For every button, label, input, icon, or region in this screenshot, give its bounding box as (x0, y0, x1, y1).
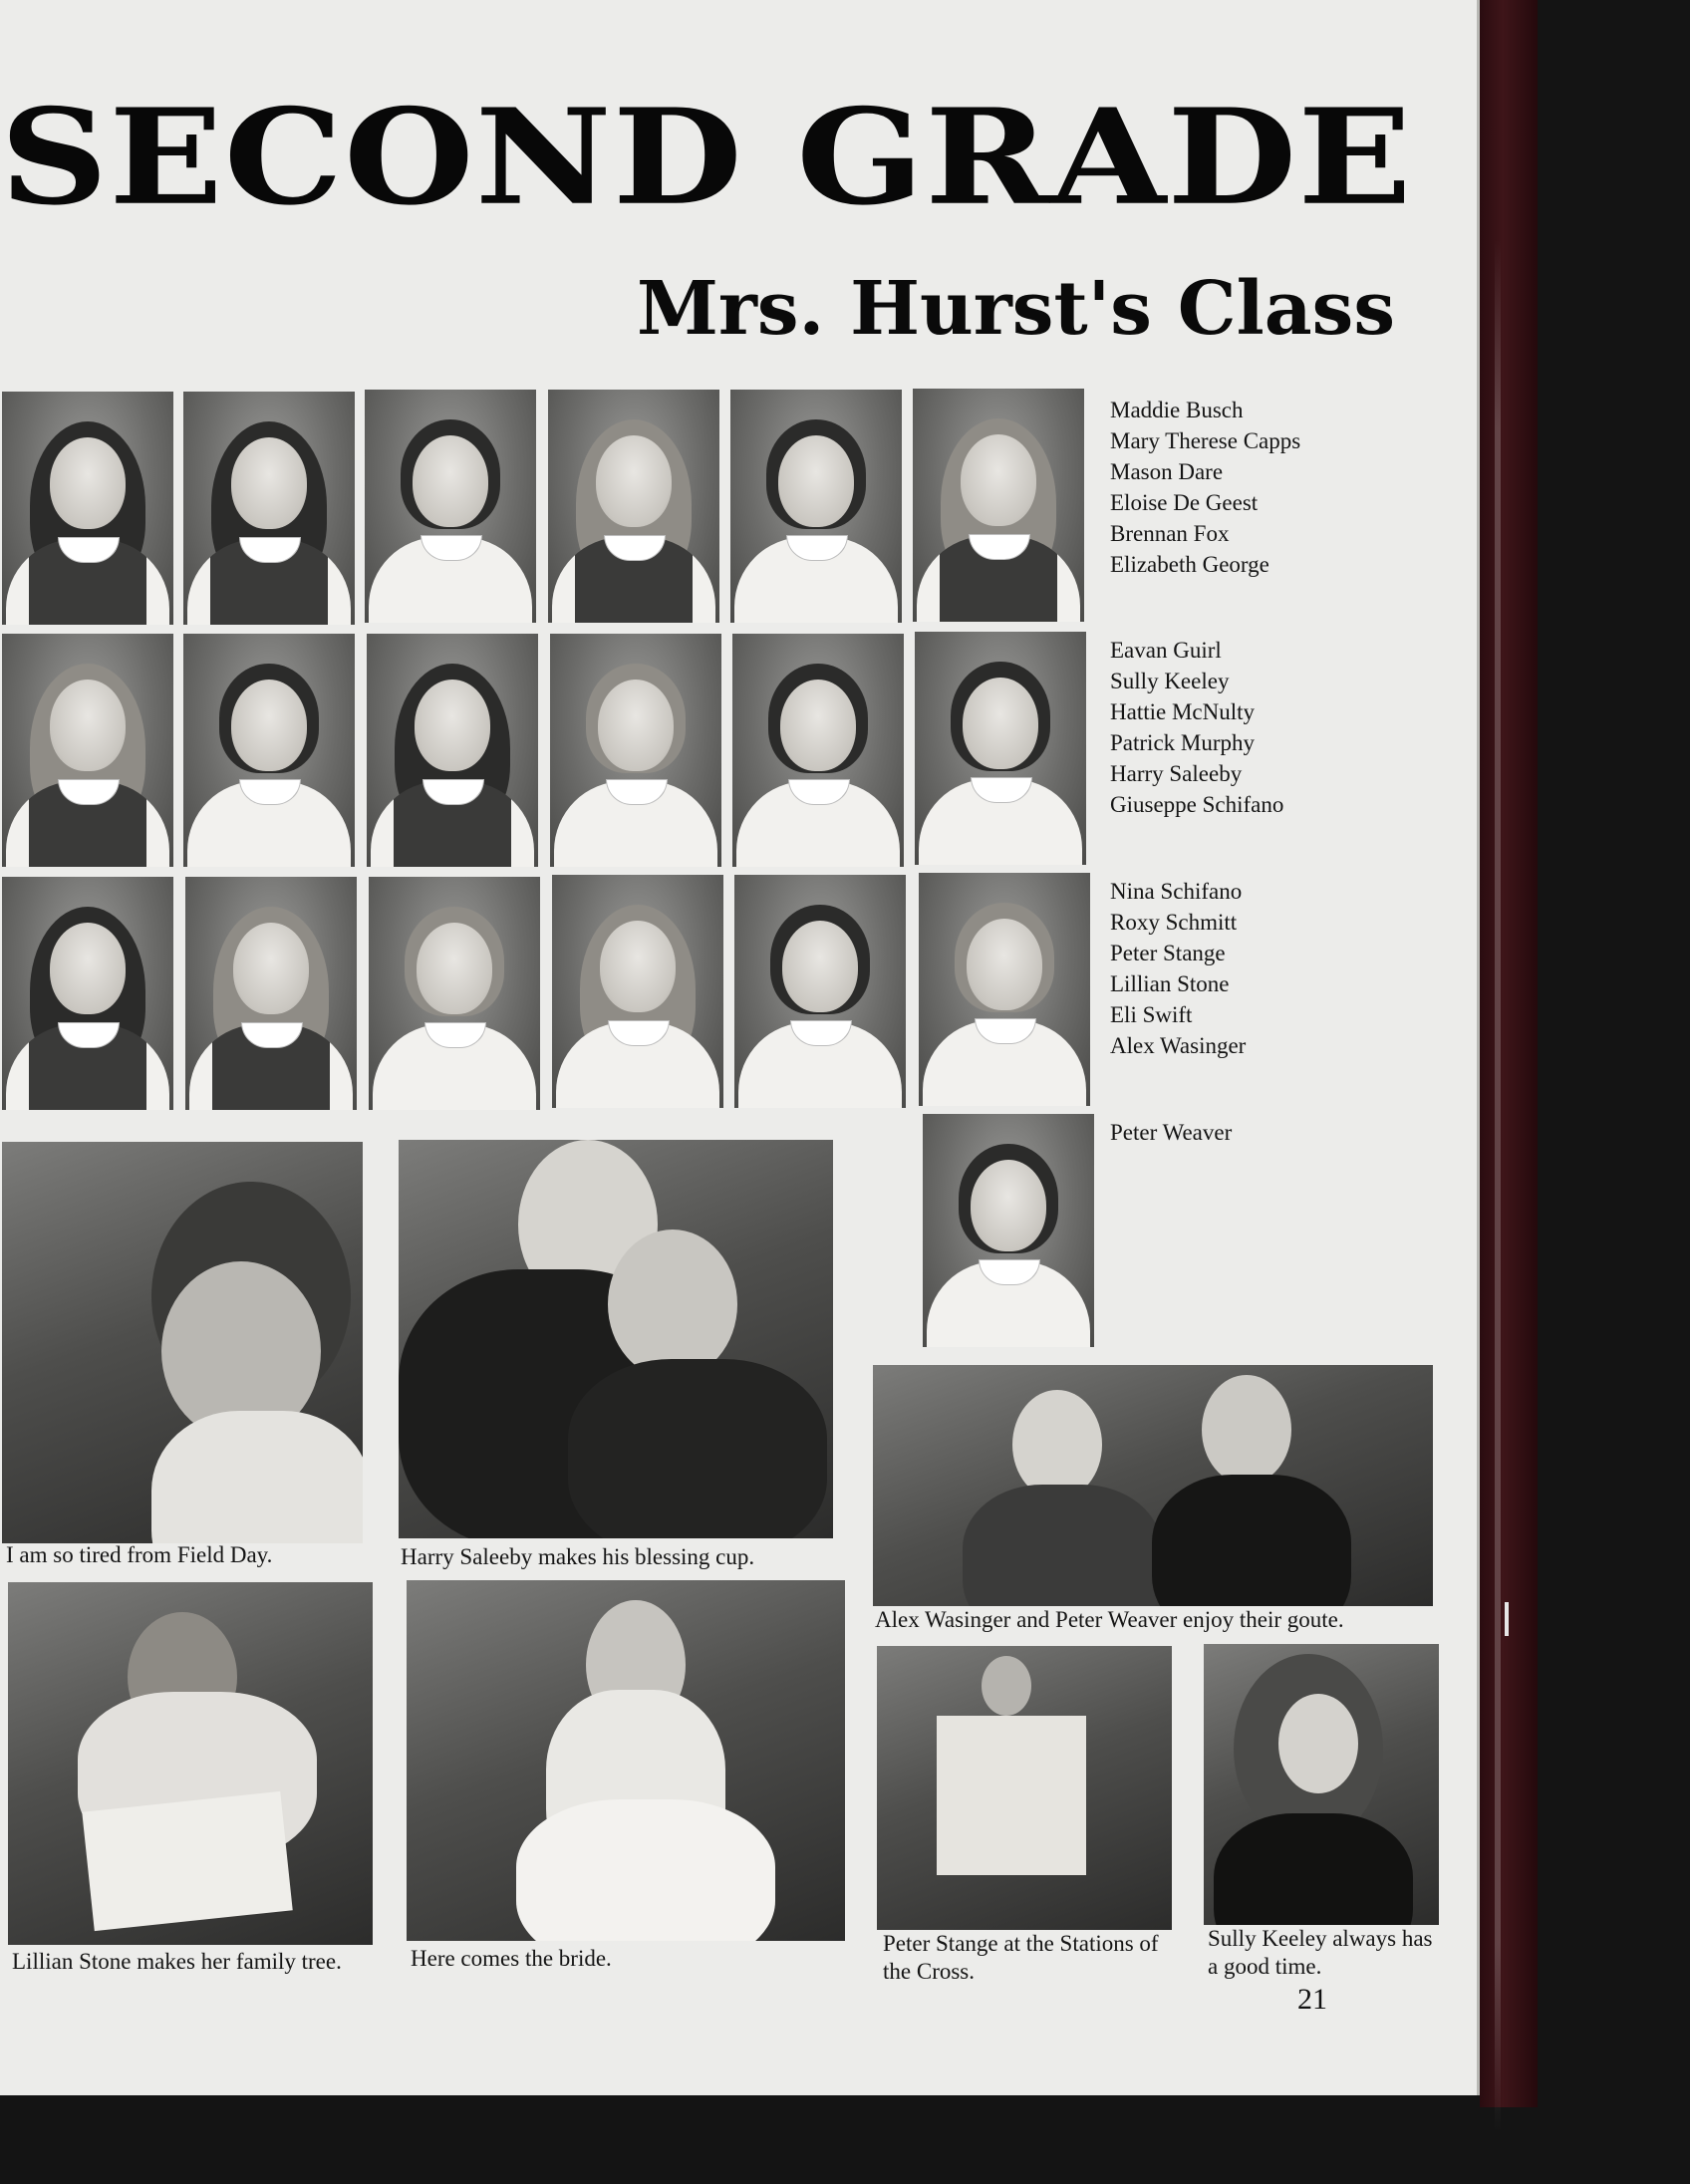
student-portrait (552, 875, 723, 1108)
student-name: Patrick Murphy (1110, 730, 1256, 755)
student-portrait (923, 1114, 1094, 1347)
goute-photo (873, 1365, 1433, 1606)
bride-caption: Here comes the bride. (411, 1946, 612, 1971)
student-portrait (2, 392, 173, 625)
student-name: Nina Schifano (1110, 879, 1243, 904)
student-portrait (367, 634, 538, 867)
bride-photo (407, 1580, 845, 1941)
good-time-caption: Sully Keeley always has a good time. (1208, 1926, 1433, 1979)
student-portrait (185, 877, 357, 1110)
student-portrait (730, 390, 902, 623)
page-title: SECOND GRADE (0, 80, 1413, 235)
student-name: Mason Dare (1110, 459, 1224, 484)
goute-caption: Alex Wasinger and Peter Weaver enjoy their goute. (875, 1607, 1344, 1632)
stations-photo (877, 1646, 1172, 1930)
student-name: Roxy Schmitt (1110, 910, 1238, 935)
good-time-photo (1204, 1644, 1439, 1925)
student-portrait (183, 634, 355, 867)
student-portrait (183, 392, 355, 625)
student-portrait (915, 632, 1086, 865)
student-name: Harry Saleeby (1110, 761, 1243, 786)
student-portrait (365, 390, 536, 623)
student-name: Maddie Busch (1110, 398, 1244, 422)
student-name: Hattie McNulty (1110, 699, 1255, 724)
student-portrait (734, 875, 906, 1108)
page-edge-mark (1505, 1602, 1509, 1636)
roster-group-3 (1110, 876, 1429, 1061)
roster-group-2 (1110, 635, 1429, 820)
book-binding (1480, 0, 1538, 2107)
student-name: Eavan Guirl (1110, 638, 1222, 663)
student-name: Eloise De Geest (1110, 490, 1259, 515)
student-name: Alex Wasinger (1110, 1033, 1247, 1058)
family-tree-caption: Lillian Stone makes her family tree. (12, 1949, 342, 1974)
blessing-cup-photo (399, 1140, 833, 1538)
student-name: Lillian Stone (1110, 971, 1230, 996)
student-name: Eli Swift (1110, 1002, 1193, 1027)
student-name: Peter Stange (1110, 941, 1226, 965)
family-tree-photo (8, 1582, 373, 1945)
student-portrait (2, 634, 173, 867)
student-name: Giuseppe Schifano (1110, 792, 1284, 817)
blessing-cup-caption: Harry Saleeby makes his blessing cup. (401, 1544, 755, 1569)
student-name: Mary Therese Capps (1110, 428, 1301, 453)
student-name: Elizabeth George (1110, 552, 1269, 577)
binding-edge (1495, 239, 1501, 2132)
roster-group-4 (1110, 1117, 1429, 1148)
student-portrait (369, 877, 540, 1110)
stations-caption: Peter Stange at the Stations of the Cross. (883, 1931, 1159, 1984)
class-subtitle: Mrs. Hurst's Class (637, 266, 1395, 352)
student-portrait (913, 389, 1084, 622)
student-name: Peter Weaver (1110, 1120, 1233, 1145)
student-portrait (732, 634, 904, 867)
student-portrait (2, 877, 173, 1110)
student-name: Sully Keeley (1110, 669, 1230, 693)
roster-group-1 (1110, 395, 1429, 580)
field-day-caption: I am so tired from Field Day. (6, 1542, 273, 1567)
field-day-photo (2, 1142, 363, 1543)
student-portrait (919, 873, 1090, 1106)
student-name: Brennan Fox (1110, 521, 1230, 546)
student-portrait (548, 390, 719, 623)
student-portrait (550, 634, 721, 867)
page-number: 21 (1297, 1983, 1327, 2016)
